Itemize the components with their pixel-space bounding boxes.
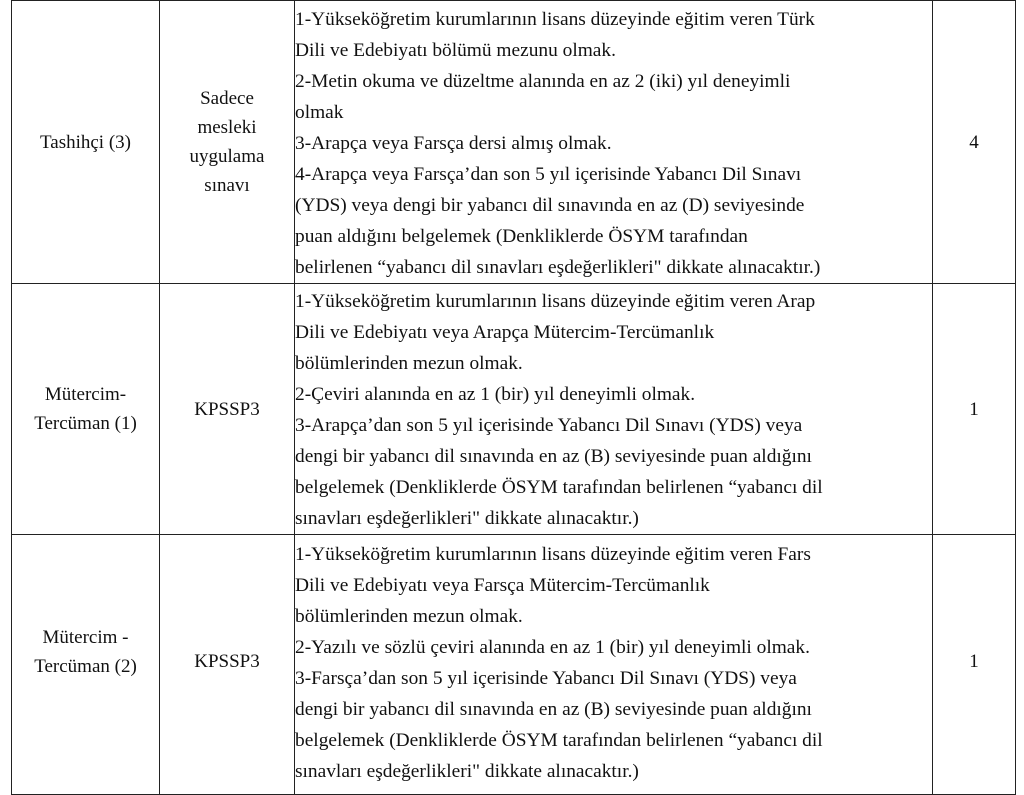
table-row: [12, 1, 1016, 284]
requirement-line: Dili ve Edebiyatı bölümü mezunu olmak.: [295, 40, 616, 61]
position-count: 1: [969, 651, 979, 672]
position-count-cell: [933, 535, 1016, 795]
requirement-line: dengi bir yabancı dil sınavında en az (B) seviyesinde puan aldığını: [295, 699, 812, 720]
position-title-cell: [12, 284, 160, 535]
exam-type-cell: [160, 284, 295, 535]
position-title-cell: [12, 535, 160, 795]
requirement-line: 3-Arapça veya Farsça dersi almış olmak.: [295, 133, 612, 154]
position-count: 1: [969, 398, 979, 420]
exam-type-line: mesleki: [197, 117, 257, 138]
requirement-line: belirlenen “yabancı dil sınavları eşdeğerlikleri" dikkate alınacaktır.): [295, 257, 821, 278]
position-count-cell: [933, 1, 1016, 284]
requirement-line: belgelemek (Denkliklerde ÖSYM tarafından belirlenen “yabancı dil: [295, 730, 823, 751]
position-title-cell: [12, 1, 160, 284]
exam-type-cell: [160, 1, 295, 284]
position-title-line: Tercüman (1): [34, 413, 137, 434]
requirement-line: 2-Çeviri alanında en az 1 (bir) yıl deneyimli olmak.: [295, 384, 696, 405]
position-count: 4: [969, 131, 979, 153]
requirement-line: olmak: [295, 102, 344, 123]
requirement-line: sınavları eşdeğerlikleri" dikkate alınacaktır.): [295, 508, 639, 529]
requirement-line: 3-Arapça’dan son 5 yıl içerisinde Yabancı Dil Sınavı (YDS) veya: [295, 415, 803, 436]
requirements-cell: [295, 284, 933, 535]
requirement-line: 1-Yükseköğretim kurumlarının lisans düzeyinde eğitim veren Arap: [295, 291, 816, 312]
exam-type-line: Sadece: [200, 88, 254, 109]
requirement-line: Dili ve Edebiyatı veya Arapça Mütercim-Tercümanlık: [295, 322, 715, 343]
requirement-line: 1-Yükseköğretim kurumlarının lisans düzeyinde eğitim veren Fars: [295, 544, 811, 565]
requirement-line: 3-Farsça’dan son 5 yıl içerisinde Yabancı Dil Sınavı (YDS) veya: [295, 668, 797, 689]
requirement-line: 2-Yazılı ve sözlü çeviri alanında en az 1 (bir) yıl deneyimli olmak.: [295, 637, 810, 658]
requirement-line: 2-Metin okuma ve düzeltme alanında en az 2 (iki) yıl deneyimli: [295, 71, 791, 92]
requirement-line: bölümlerinden mezun olmak.: [295, 353, 523, 374]
position-title-line: Mütercim -: [42, 627, 129, 648]
table-row: [12, 535, 1016, 795]
exam-type-cell: [160, 535, 295, 795]
positions-table: [11, 0, 1016, 795]
requirement-line: sınavları eşdeğerlikleri" dikkate alınacaktır.): [295, 761, 639, 782]
requirement-line: (YDS) veya dengi bir yabancı dil sınavında en az (D) seviyesinde: [295, 195, 805, 216]
position-title-line: Mütercim-: [44, 384, 127, 405]
requirement-line: bölümlerinden mezun olmak.: [295, 606, 523, 627]
position-title: Tashihçi (3): [39, 131, 131, 153]
requirement-line: 1-Yükseköğretim kurumlarının lisans düzeyinde eğitim veren Türk: [295, 9, 815, 30]
requirement-line: belgelemek (Denkliklerde ÖSYM tarafından belirlenen “yabancı dil: [295, 477, 823, 498]
requirement-line: puan aldığını belgelemek (Denkliklerde ÖSYM tarafından: [295, 226, 748, 247]
exam-type-line: uygulama: [189, 146, 265, 167]
exam-type-line: sınavı: [204, 175, 250, 196]
position-title-line: Tercüman (2): [34, 656, 137, 677]
requirement-line: Dili ve Edebiyatı veya Farsça Mütercim-Tercümanlık: [295, 575, 710, 596]
requirement-line: 4-Arapça veya Farsça’dan son 5 yıl içerisinde Yabancı Dil Sınavı: [295, 164, 802, 185]
requirements-cell: [295, 1, 933, 284]
position-count-cell: [933, 284, 1016, 535]
exam-type-line: KPSSP3: [194, 398, 260, 420]
requirement-line: dengi bir yabancı dil sınavında en az (B) seviyesinde puan aldığını: [295, 446, 812, 467]
table-row: [12, 284, 1016, 535]
exam-type-line: KPSSP3: [194, 651, 260, 672]
requirements-cell: [295, 535, 933, 795]
